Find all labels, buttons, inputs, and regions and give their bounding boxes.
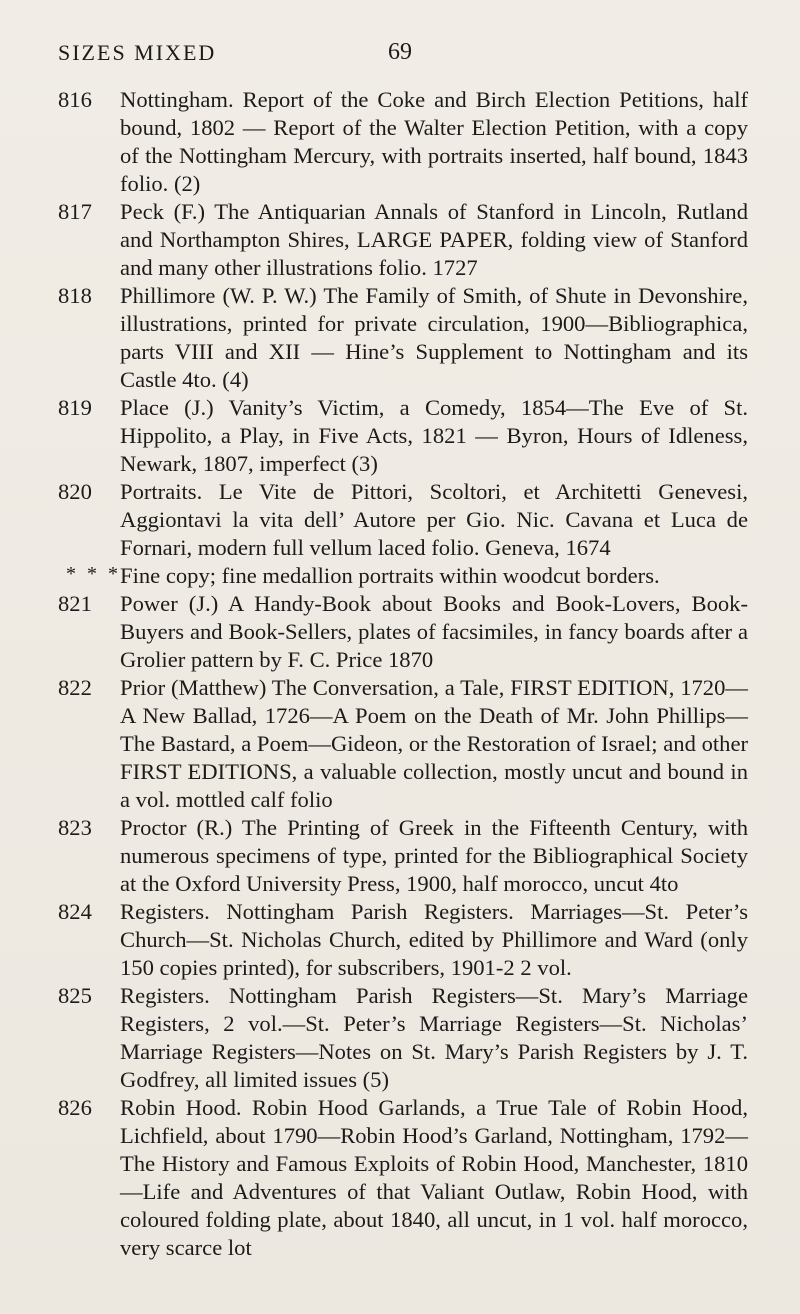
lot-description: Peck (F.) The Antiquarian Annals of Stanford in Lincoln, Rutland and Northampton Shires, LARGE PAPER, folding view of Stanford and many other illustrations folio. 1727 [120,199,748,280]
lot-entry-823 [58,814,748,898]
lot-note-820 [58,562,748,590]
lot-entry-816 [58,86,748,198]
section-title: SIZES MIXED [58,40,217,65]
lot-description: Phillimore (W. P. W.) The Family of Smith, of Shute in Devonshire, illustrations, printed for private circulation, 1900—Bibliographica, parts VIII and XII — Hine’s Supplement to Nottingham and its Castle 4to. (4) [120,283,748,392]
page-number: 69 [388,39,412,65]
lot-description: Proctor (R.) The Printing of Greek in the Fifteenth Century, with numerous specimens of type, printed for the Bibliographical Society at the Oxford University Press, 1900, half morocco, uncut 4to [120,815,748,896]
lot-entry-817 [58,198,748,282]
lot-number: 819 [58,395,92,420]
lot-number: 816 [58,87,92,112]
lot-description: Prior (Matthew) The Conversation, a Tale, FIRST EDITION, 1720—A New Ballad, 1726—A Poem on the Death of Mr. John Phillips—The Bastard, a Poem—Gideon, or the Restoration of Israel; and other FIRST EDITIONS, a valuable collection, mostly uncut and bound in a vol. mottled calf folio [120,675,748,812]
lot-number: 817 [58,199,92,224]
lot-number: 825 [58,983,92,1008]
lot-entry-820 [58,478,748,562]
lot-entry-818 [58,282,748,394]
lot-description: Nottingham. Report of the Coke and Birch Election Petitions, half bound, 1802 — Report of the Walter Election Petition, with a copy of the Nottingham Mercury, with portraits inserted, half bound, 1843 folio. (2) [120,87,748,196]
lot-number: 822 [58,675,92,700]
lot-description: Portraits. Le Vite de Pittori, Scoltori, et Architetti Genevesi, Aggiontavi la vita dell’ Autore per Gio. Nic. Cavana et Luca de Fornari, modern full vellum laced folio. Geneva, 1674 [120,479,748,560]
note-text: Fine copy; fine medallion portraits within woodcut borders. [120,563,660,588]
lot-entry-826 [58,1094,748,1262]
lot-number: 821 [58,591,92,616]
lot-entry-819 [58,394,748,478]
lot-number: 823 [58,815,92,840]
lot-number: 818 [58,283,92,308]
lot-description: Power (J.) A Handy-Book about Books and Book-Lovers, Book-Buyers and Book-Sellers, plates of facsimiles, in fancy boards after a Grolier pattern by F. C. Price 1870 [120,591,748,672]
lot-description: Registers. Nottingham Parish Registers—St. Mary’s Marriage Registers, 2 vol.—St. Peter’s Marriage Registers—St. Nicholas’ Marriage Registers—Notes on St. Mary’s Parish Registers by J. T. Godfrey, all limited issues (5) [120,983,748,1092]
lot-entry-821 [58,590,748,674]
lot-entry-822 [58,674,748,814]
lot-description: Robin Hood. Robin Hood Garlands, a True Tale of Robin Hood, Lichfield, about 1790—Robin Hood’s Garland, Nottingham, 1792—The History and Famous Exploits of Robin Hood, Manchester, 1810—Life and Adventures of that Valiant Outlaw, Robin Hood, with coloured folding plate, about 1840, all uncut, in 1 vol. half morocco, very scarce lot [120,1095,748,1260]
lot-entry-824 [58,898,748,982]
asterism-mark: * * * [66,563,121,585]
running-head [58,40,742,70]
lot-number: 824 [58,899,92,924]
lot-list [58,86,748,1262]
lot-description: Place (J.) Vanity’s Victim, a Comedy, 1854—The Eve of St. Hippolito, a Play, in Five Acts, 1821 — Byron, Hours of Idleness, Newark, 1807, imperfect (3) [120,395,748,476]
lot-number: 826 [58,1095,92,1120]
lot-description: Registers. Nottingham Parish Registers. Marriages—St. Peter’s Church—St. Nicholas Church, edited by Phillimore and Ward (only 150 copies printed), for subscribers, 1901-2 2 vol. [120,899,748,980]
lot-entry-825 [58,982,748,1094]
lot-number: 820 [58,479,92,504]
